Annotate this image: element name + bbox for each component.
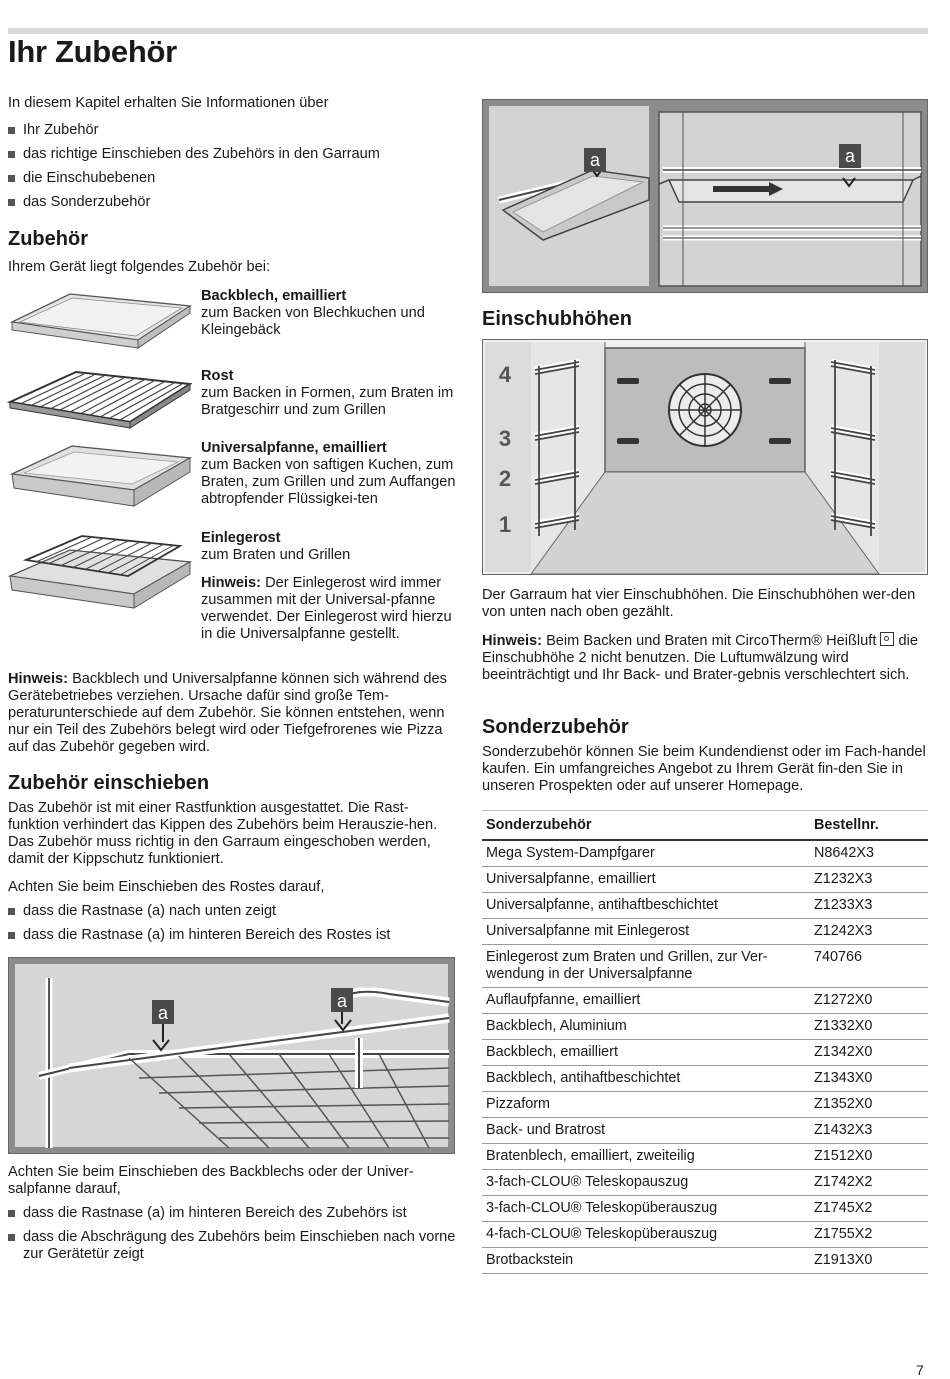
einschubhoehen-heading: Einschubhöhen xyxy=(482,308,632,330)
accessory-name-cell: Backblech, emailliert xyxy=(482,1040,810,1066)
oven-levels-figure xyxy=(482,339,928,575)
accessory-desc: zum Backen von saftigen Kuchen, zum Braten, zum Grillen und zum Auffangen abtropfender Flüssigkei-ten xyxy=(201,457,456,507)
order-number-cell: Z1755X2 xyxy=(810,1222,928,1248)
accessory-desc: zum Backen von Blechkuchen und Kleingebäck xyxy=(201,305,425,338)
hot-air-note xyxy=(482,632,928,684)
accessory-universal-pan xyxy=(201,440,456,508)
order-number-cell: Z1332X0 xyxy=(810,1014,928,1040)
fig-label-a: a xyxy=(336,991,348,1011)
universal-pan-image xyxy=(8,440,192,522)
wire-rack-image xyxy=(6,366,192,434)
list-item: das Sonderzubehör xyxy=(8,194,456,211)
order-number-cell: Z1233X3 xyxy=(810,893,928,919)
accessory-name-cell: Back- und Bratrost xyxy=(482,1118,810,1144)
table-header: Bestellnr. xyxy=(810,811,928,841)
accessory-name-cell: 3-fach-CLOU® Teleskopüberauszug xyxy=(482,1196,810,1222)
zubehoer-intro: Ihrem Gerät liegt folgendes Zubehör bei: xyxy=(8,259,271,275)
order-number-cell: Z1745X2 xyxy=(810,1196,928,1222)
intro-section xyxy=(8,95,456,218)
accessory-desc: zum Backen in Formen, zum Braten im Bratgeschirr und zum Grillen xyxy=(201,385,454,418)
table-row xyxy=(482,1066,928,1092)
accessory-desc: zum Braten und Grillen xyxy=(201,547,351,563)
intro-list xyxy=(8,122,456,211)
accessory-title: Rost xyxy=(201,368,234,384)
accessory-name-cell: Universalpfanne, emailliert xyxy=(482,867,810,893)
accessory-name-cell: Universalpfanne mit Einlegerost xyxy=(482,919,810,945)
table-row xyxy=(482,1092,928,1118)
accessory-name-cell: Brotbackstein xyxy=(482,1248,810,1274)
insert-rack-image xyxy=(6,530,194,612)
note-text-post: die Einschubhöhe 2 nicht benutzen. Die Luftumwälzung wird beeinträchtigt und Ihr Back- und Brater-gebnis verschlechtert sich. xyxy=(482,633,918,683)
order-number-cell: Z1342X0 xyxy=(810,1040,928,1066)
note-text: Der Einlegerost wird immer zusammen mit der Universal-pfanne verwendet. Der Einlegerost wird hierzu in die Universalpfanne gestellt. xyxy=(201,575,452,642)
accessory-name-cell: Bratenblech, emailliert, zweiteilig xyxy=(482,1144,810,1170)
note-text-pre: Beim Backen und Braten mit CircoTherm® Heißluft xyxy=(546,633,877,649)
list-item: dass die Rastnase (a) im hinteren Bereich des Rostes ist xyxy=(8,927,456,944)
rack-insertion-figure xyxy=(8,957,455,1154)
accessory-baking-tray xyxy=(201,288,456,339)
table-row xyxy=(482,1118,928,1144)
tray-list xyxy=(8,1205,456,1270)
table-row xyxy=(482,1196,928,1222)
list-item: das richtige Einschieben des Zubehörs in den Garraum xyxy=(8,146,456,163)
zubehoer-heading: Zubehör xyxy=(8,228,88,250)
accessory-name-cell: Auflaufpfanne, emailliert xyxy=(482,988,810,1014)
accessory-title: Universalpfanne, emailliert xyxy=(201,440,387,456)
accessory-wire-rack xyxy=(201,368,456,419)
fig-label-a: a xyxy=(157,1003,169,1023)
hot-air-icon xyxy=(880,632,894,646)
accessory-table xyxy=(482,810,928,1274)
baking-tray-image xyxy=(8,288,192,364)
note-label: Hinweis: xyxy=(8,671,69,687)
note-text: Backblech und Universalpfanne können sich während des Gerätebetriebes verziehen. Ursache dafür sind große Tem-peraturunterschiede auf dem Zubehör. Sie können entstehen, wenn nur ein Teil des Zubehörs belegt wird oder Tiefgefrorenes wie Pizza auf das Zubehör gegeben wird. xyxy=(8,671,447,755)
accessory-title: Backblech, emailliert xyxy=(201,288,347,304)
order-number-cell: Z1512X0 xyxy=(810,1144,928,1170)
table-row xyxy=(482,988,928,1014)
table-row xyxy=(482,1014,928,1040)
order-number-cell: 740766 xyxy=(810,945,928,988)
table-header-row xyxy=(482,811,928,841)
accessory-table-wrap xyxy=(482,810,928,1274)
fig-label-a: a xyxy=(589,150,601,170)
fig-label-a: a xyxy=(844,146,856,166)
table-row xyxy=(482,867,928,893)
intro-text: In diesem Kapitel erhalten Sie Informationen über xyxy=(8,95,329,111)
table-row xyxy=(482,1222,928,1248)
accessory-name-cell: Universalpfanne, antihaftbeschichtet xyxy=(482,893,810,919)
accessory-name-cell: 3-fach-CLOU® Teleskopauszug xyxy=(482,1170,810,1196)
table-body xyxy=(482,840,928,1274)
list-item: die Einschubebenen xyxy=(8,170,456,187)
order-number-cell: Z1742X2 xyxy=(810,1170,928,1196)
levels-text: Der Garraum hat vier Einschubhöhen. Die Einschubhöhen wer-den von unten nach oben gezählt. xyxy=(482,587,916,620)
order-number-cell: Z1432X3 xyxy=(810,1118,928,1144)
table-row xyxy=(482,919,928,945)
level-label: 3 xyxy=(498,426,512,451)
note-label: Hinweis: xyxy=(201,575,262,591)
order-number-cell: Z1343X0 xyxy=(810,1066,928,1092)
level-label: 2 xyxy=(498,466,512,491)
order-number-cell: Z1232X3 xyxy=(810,867,928,893)
tray-instruction: Achten Sie beim Einschieben des Backblechs oder der Univer-salpfanne darauf, xyxy=(8,1164,414,1197)
einschieben-text: Das Zubehör ist mit einer Rastfunktion ausgestattet. Die Rast-funktion verhindert das Kippen des Zubehörs beim Herauszie-hen. Das Zubehör muss richtig in den Garraum eingeschoben werden, damit der Kippschutz funktioniert. xyxy=(8,800,438,867)
accessory-title: Einlegerost xyxy=(201,530,281,546)
order-number-cell: Z1913X0 xyxy=(810,1248,928,1274)
sonderzubehoer-heading: Sonderzubehör xyxy=(482,716,629,738)
insert-rack-note xyxy=(201,575,453,643)
page-title: Ihr Zubehör xyxy=(8,34,177,69)
tray-insertion-figure xyxy=(482,99,928,293)
table-row xyxy=(482,893,928,919)
order-number-cell: Z1352X0 xyxy=(810,1092,928,1118)
table-row xyxy=(482,1170,928,1196)
list-item: dass die Abschrägung des Zubehörs beim Einschieben nach vorne zur Gerätetür zeigt xyxy=(8,1229,456,1263)
accessory-insert-rack xyxy=(201,530,456,564)
accessory-name-cell: Einlegerost zum Braten und Grillen, zur Ver-wendung in der Universalpfanne xyxy=(482,945,810,988)
einschieben-heading: Zubehör einschieben xyxy=(8,772,210,794)
accessory-name-cell: Backblech, antihaftbeschichtet xyxy=(482,1066,810,1092)
accessory-name-cell: Backblech, Aluminium xyxy=(482,1014,810,1040)
order-number-cell: Z1242X3 xyxy=(810,919,928,945)
table-row xyxy=(482,1248,928,1274)
sonderzubehoer-text: Sonderzubehör können Sie beim Kundendienst oder im Fach-handel kaufen. Ein umfangreiches Angebot zu Ihrem Gerät fin-den Sie in unseren Prospekten oder auf unserer Homepage. xyxy=(482,744,926,794)
accessory-name-cell: 4-fach-CLOU® Teleskopüberauszug xyxy=(482,1222,810,1248)
table-row xyxy=(482,1040,928,1066)
rack-instruction: Achten Sie beim Einschieben des Rostes darauf, xyxy=(8,879,325,895)
warp-note xyxy=(8,671,456,756)
order-number-cell: N8642X3 xyxy=(810,840,928,867)
table-row xyxy=(482,945,928,988)
accessory-name-cell: Mega System-Dampfgarer xyxy=(482,840,810,867)
list-item: dass die Rastnase (a) nach unten zeigt xyxy=(8,903,456,920)
table-row xyxy=(482,1144,928,1170)
list-item: Ihr Zubehör xyxy=(8,122,456,139)
level-label: 1 xyxy=(498,512,512,537)
table-row xyxy=(482,840,928,867)
order-number-cell: Z1272X0 xyxy=(810,988,928,1014)
list-item: dass die Rastnase (a) im hinteren Bereich des Zubehörs ist xyxy=(8,1205,456,1222)
level-label: 4 xyxy=(498,362,512,387)
rack-list xyxy=(8,903,456,951)
table-header: Sonderzubehör xyxy=(482,811,810,841)
note-label: Hinweis: xyxy=(482,633,543,649)
accessory-name-cell: Pizzaform xyxy=(482,1092,810,1118)
page-number: 7 xyxy=(916,1362,924,1378)
